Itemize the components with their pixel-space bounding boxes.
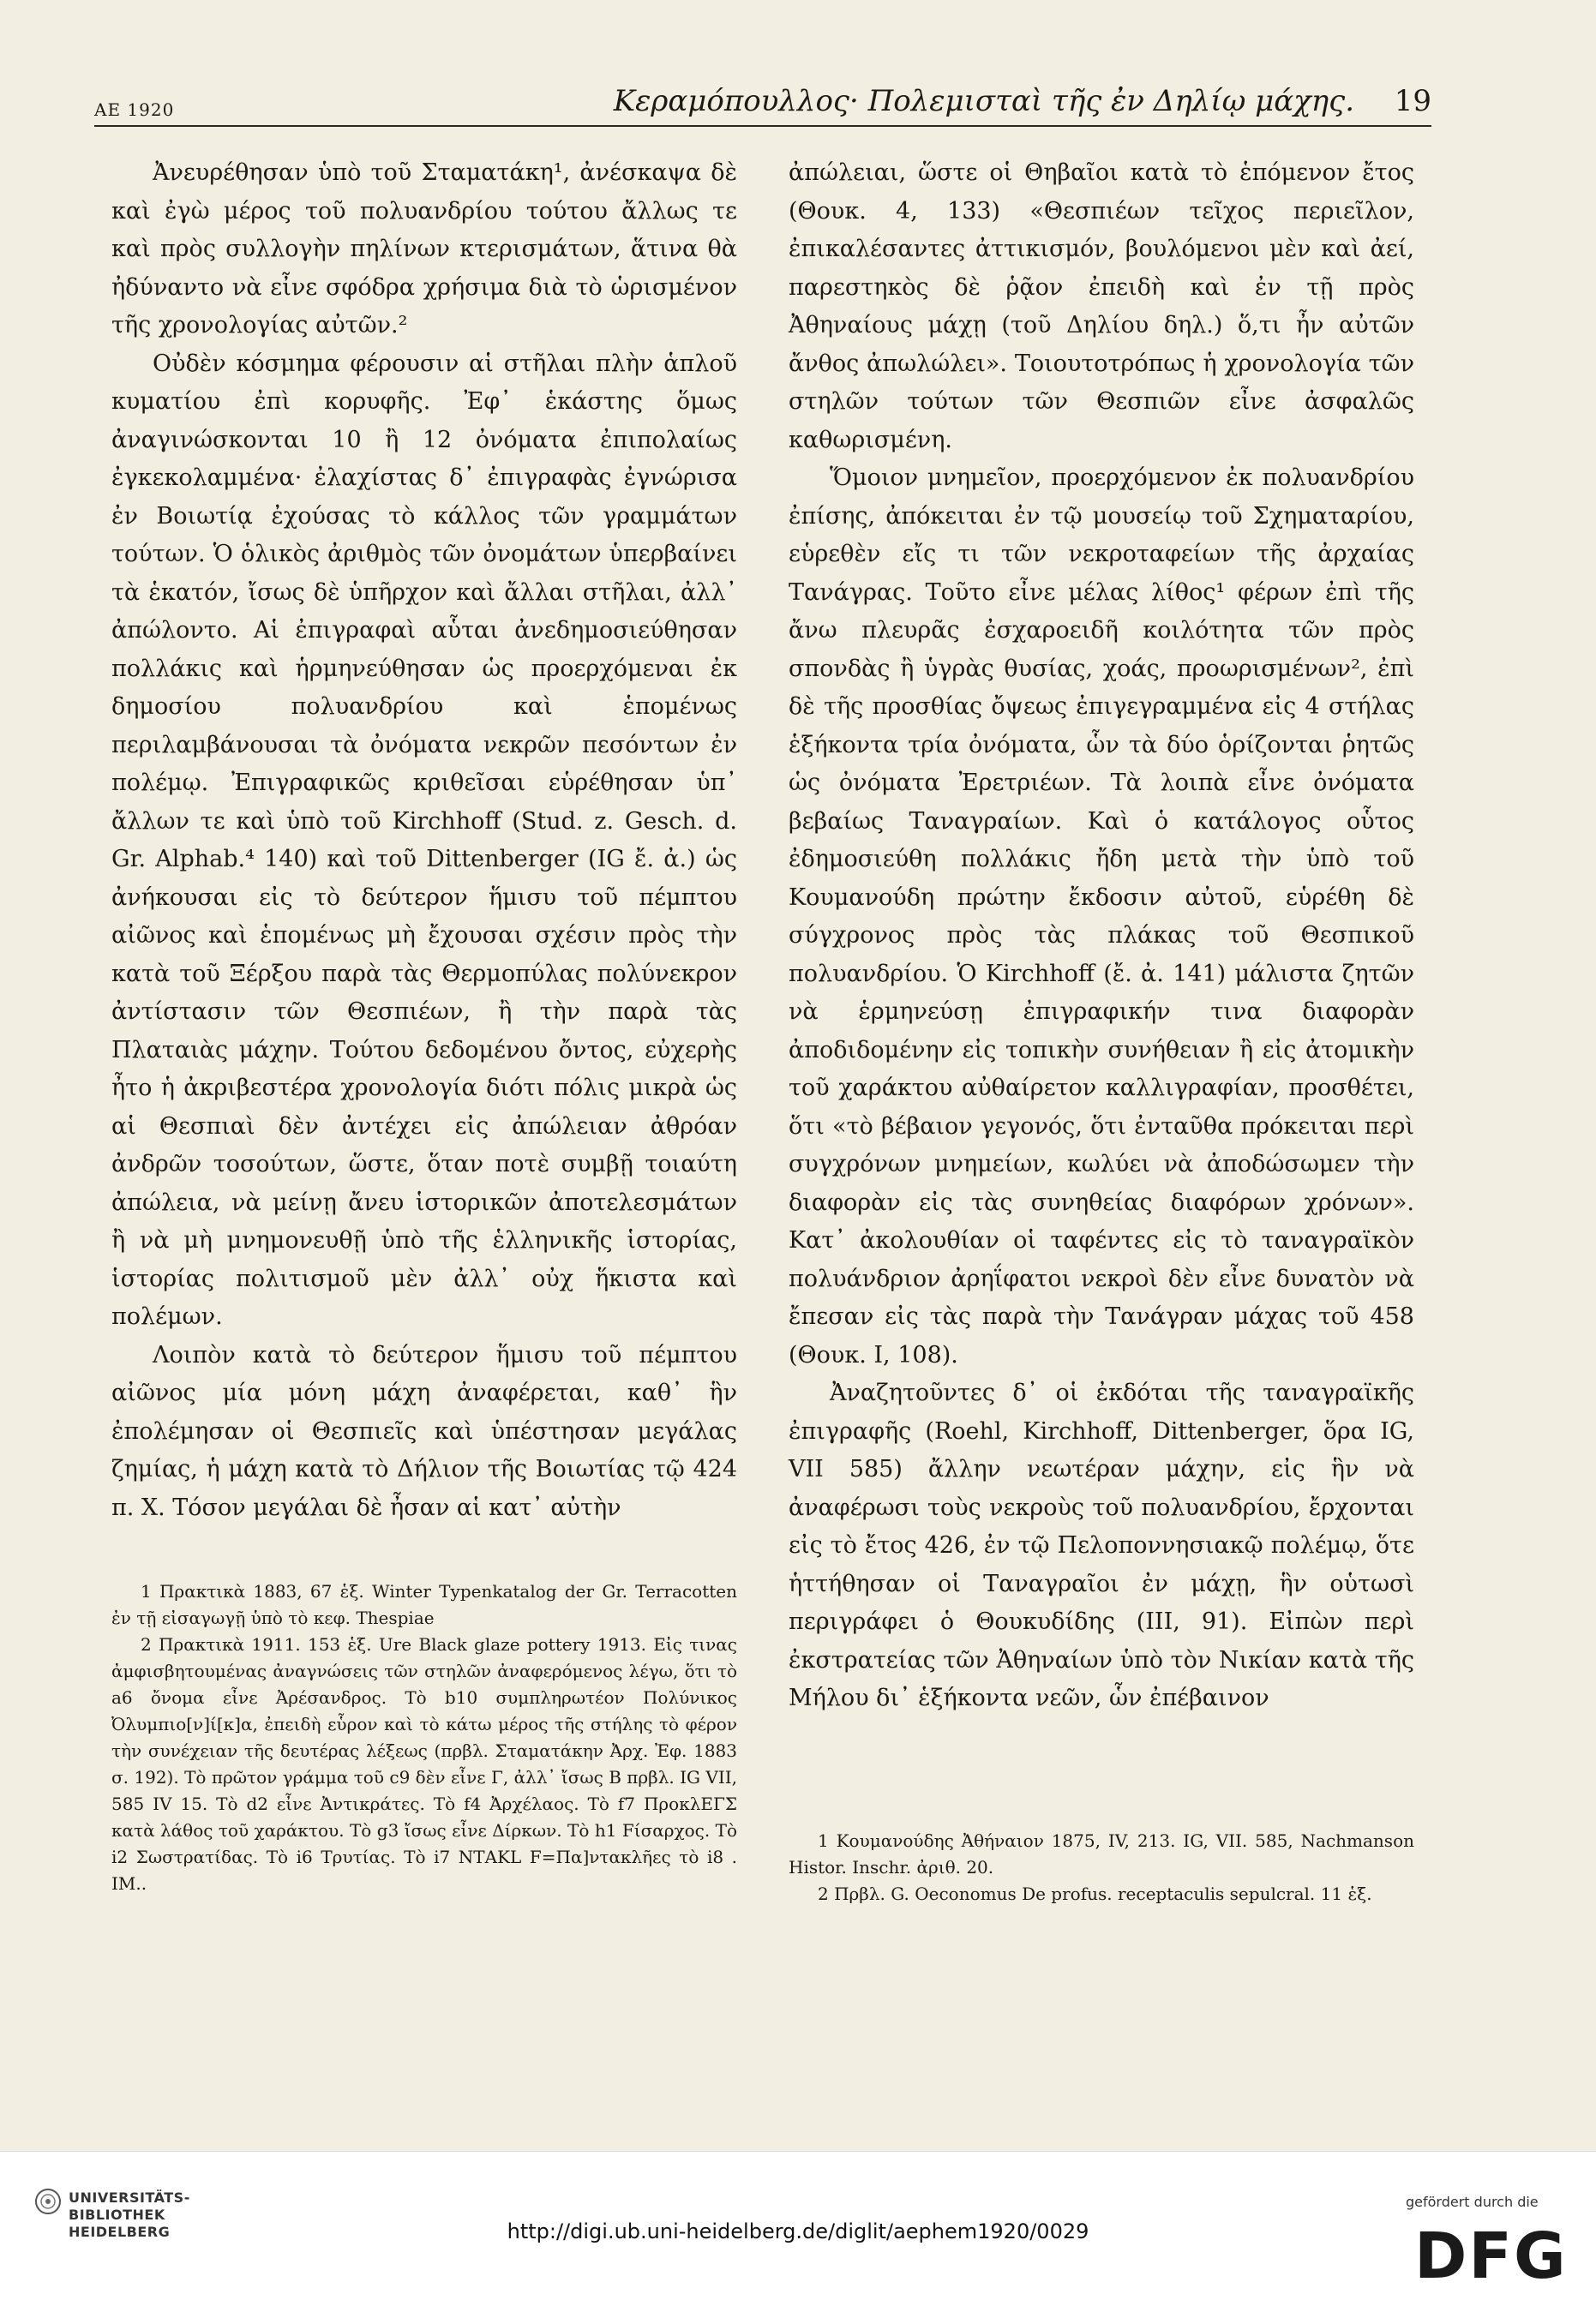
right-paragraph: Ἀναζητοῦντες δ᾽ οἱ ἐκδόται τῆς ταναγραϊκῆς ἐπιγραφῆς (Roehl, Kirchhoff, Dittenberger, ὅρα IG, VII 585) ἄλλην νεωτέραν μάχην, εἰς ἣν νὰ ἀναφέρωσι τοὺς νεκροὺς τοῦ πολυανδρίου, ἔρχονται εἰς τὸ ἔτος 426, ἐν τῷ Πελοποννησιακῷ πολέμῳ, ὅτε ἡττήθησαν οἱ Ταναγραῖοι ἐν μάχῃ, ἣν οὑτωσὶ περιγράφει ὁ Θουκυδίδης (III, 91). Εἰπὼν περὶ ἐκστρατείας τῶν Ἀθηναίων ὑπὸ τὸν Νικίαν κατὰ τῆς Μήλου δι᾽ ἑξήκοντα νεῶν, ὧν ἐπέβαινον: [789, 1380, 1414, 1711]
right-paragraph: ἀπώλειαι, ὥστε οἱ Θηβαῖοι κατὰ τὸ ἑπόμενον ἔτος (Θουκ. 4, 133) «Θεσπιέων τεῖχος περιεῖλον, ἐπικαλέσαντες ἀττικισμόν, βουλόμενοι μὲν καὶ ἀεί, παρεστηκὸς δὲ ῥᾷον ἐπειδὴ καὶ ἐν τῇ πρὸς Ἀθηναίους μάχῃ (τοῦ Δηλίου δηλ.) ὅ,τι ἦν αὐτῶν ἄνθος ἀπωλώλει». Τοιουτοτρόπως ἡ χρονολογία τῶν στηλῶν τούτων τῶν Θεσπιῶν εἶνε ἀσφαλῶς καθωρισμένη.: [789, 159, 1414, 453]
running-header: [94, 84, 1431, 122]
header-rule: [94, 125, 1431, 127]
left-paragraph: Λοιπὸν κατὰ τὸ δεύτερον ἥμισυ τοῦ πέμπτου αἰῶνος μία μόνη μάχη ἀναφέρεται, καθ᾽ ἣν ἐπολέμησαν οἱ Θεσπιεῖς καὶ ὑπέστησαν μεγάλας ζημίας, ἡ μάχη κατὰ τὸ Δήλιον τῆς Βοιωτίας τῷ 424 π. Χ. Τόσον μεγάλαι δὲ ἦσαν αἱ κατ᾽ αὐτὴν: [111, 1341, 737, 1521]
library-name-line3: HEIDELBERG: [69, 2224, 171, 2240]
running-title: Κεραμόπουλλος· Πολεμισταὶ τῆς ἐν Δηλίῳ μάχης.: [613, 84, 1354, 118]
library-name-line1: UNIVERSITÄTS-: [69, 2189, 190, 2206]
footnote: 1 Κουμανούδης Ἀθήναιον 1875, IV, 213. IG, VII. 585, Nachmanson Histor. Inschr. ἀριθ. 20.: [789, 1830, 1414, 1878]
footnote: 2 Πρβλ. G. Oeconomus De profus. receptaculis sepulcral. 11 ἑξ.: [818, 1884, 1372, 1904]
funded-by-text: gefördert durch die: [1406, 2194, 1539, 2210]
journal-label: ΑΕ 1920: [94, 99, 175, 120]
right-footnotes: [789, 1828, 1414, 1908]
left-paragraph: Ἀνευρέθησαν ὑπὸ τοῦ Σταματάκη¹, ἀνέσκαψα δὲ καὶ ἐγὼ μέρος τοῦ πολυανδρίου τούτου ἄλλως τε καὶ πρὸς συλλογὴν πηλίνων κτερισμάτων, ἅτινα θὰ ἠδύναντο νὰ εἶνε σφόδρα χρήσιμα διὰ τὸ ὡρισμένον τῆς χρονολογίας αὐτῶν.²: [111, 159, 737, 338]
footnote: 2 Πρακτικὰ 1911. 153 ἑξ. Ure Black glaze pottery 1913. Εἰς τινας ἀμφισβητουμένας ἀναγνώσεις τῶν στηλῶν ἀναφερόμενος λέγω, ὅτι τὸ a6 ὄνομα εἶνε Ἀρέσανδρος. Τὸ b10 συμπληρωτέον Πολύνικος Ὀλυμπιο[ν]ί[κ]α, ἐπειδὴ εὗρον καὶ τὸ κάτω μέρος τῆς στήλης τὸ φέρον τὴν συνέχειαν τῆς δευτέρας λέξεως (πρβλ. Σταματάκην Ἀρχ. Ἐφ. 1883 σ. 192). Τὸ πρῶτον γράμμα τοῦ c9 δὲν εἶνε Γ, ἀλλ᾽ ἴσως Β πρβλ. IG VII, 585 IV 15. Τὸ d2 εἶνε Ἀντικράτες. Τὸ f4 Ἀρχέλαος. Τὸ f7 ΠροκλΕΓΣ κατὰ λάθος τοῦ χαράκτου. Τὸ g3 ἴσως εἶνε Δίρκων. Τὸ h1 Fίσαρχος. Τὸ i2 Σωστρατίδας. Τὸ i6 Τρυτίας. Τὸ i7 ΝΤΑΚL F=Πα]ντακλῆες τὸ i8 . ΙΜ..: [111, 1634, 737, 1894]
page-number: 19: [1394, 84, 1431, 118]
right-column: [789, 154, 1414, 1718]
left-footnotes: [111, 1578, 737, 1897]
university-seal-icon: [34, 2188, 62, 2215]
permalink-url[interactable]: http://digi.ub.uni-heidelberg.de/diglit/aephem1920/0029: [507, 2219, 1089, 2243]
left-column: [111, 154, 737, 1527]
left-paragraph: Οὐδὲν κόσμημα φέρουσιν αἱ στῆλαι πλὴν ἁπλοῦ κυματίου ἐπὶ κορυφῆς. Ἐφ᾽ ἑκάστης ὅμως ἀναγινώσκονται 10 ἢ 12 ὀνόματα ἐπιπολαίως ἐγκεκολαμμένα· ἐλαχίστας δ᾽ ἐπιγραφὰς ἐγνώρισα ἐν Βοιωτίᾳ ἐχούσας τὸ κάλλος τῶν γραμμάτων τούτων. Ὁ ὁλικὸς ἀριθμὸς τῶν ὀνομάτων ὑπερβαίνει τὰ ἑκατόν, ἴσως δὲ ὑπῆρχον καὶ ἄλλαι στῆλαι, ἀλλ᾽ ἀπώλοντο. Αἱ ἐπιγραφαὶ αὗται ἀνεδημοσιεύθησαν πολλάκις καὶ ἡρμηνεύθησαν ὡς προερχόμεναι ἐκ δημοσίου πολυανδρίου καὶ ἑπομένως περιλαμβάνουσαι τὰ ὀνόματα νεκρῶν πεσόντων ἐν πολέμῳ. Ἐπιγραφικῶς κριθεῖσαι εὑρέθησαν ὑπ᾽ ἄλλων τε καὶ ὑπὸ τοῦ Kirchhoff (Stud. z. Gesch. d. Gr. Alphab.⁴ 140) καὶ τοῦ Dittenberger (IG ἔ. ἀ.) ὡς ἀνήκουσαι εἰς τὸ δεύτερον ἥμισυ τοῦ πέμπτου αἰῶνος καὶ ἑπομένως μὴ ἔχουσαι σχέσιν πρὸς τὴν κατὰ τοῦ Ξέρξου παρὰ τὰς Θερμοπύλας πολύνεκρον ἀντίστασιν τῶν Θεσπιέων, ἢ τὴν παρὰ τὰς Πλαταιὰς μάχην. Τούτου δεδομένου ὄντος, εὐχερὴς ἦτο ἡ ἀκριβεστέρα χρονολογία διότι πόλις μικρὰ ὡς αἱ Θεσπιαὶ δὲν ἀντέχει εἰς ἀπώλειαν ἀθρόαν ἀνδρῶν τοσούτων, ὥστε, ὅταν ποτὲ συμβῇ τοιαύτη ἀπώλεια, νὰ μείνῃ ἄνευ ἱστορικῶν ἀποτελεσμάτων ἢ νὰ μὴ μνημονευθῇ ὑπὸ τῆς ἑλληνικῆς ἱστορίας, ἱστορίας πολιτισμοῦ μὲν ἀλλ᾽ οὐχ ἥκιστα καὶ πολέμων.: [111, 350, 737, 1330]
dfg-logo: DFG: [1414, 2219, 1568, 2293]
library-name-line2: BIBLIOTHEK: [69, 2207, 165, 2223]
footnote: 1 Πρακτικὰ 1883, 67 ἑξ. Winter Typenkatalog der Gr. Terracotten ἐν τῇ εἰσαγωγῇ ὑπὸ τὸ κεφ. Thespiae: [111, 1581, 737, 1628]
right-paragraph: Ὅμοιον μνημεῖον, προερχόμενον ἐκ πολυανδρίου ἐπίσης, ἀπόκειται ἐν τῷ μουσείῳ τοῦ Σχηματαρίου, εὑρεθὲν εἴς τι τῶν νεκροταφείων τῆς ἀρχαίας Τανάγρας. Τοῦτο εἶνε μέλας λίθος¹ φέρων ἐπὶ τῆς ἄνω πλευρᾶς ἐσχαροειδῆ κοιλότητα τῶν πρὸς σπονδὰς ἢ ὑγρὰς θυσίας, χοάς, προωρισμένων², ἐπὶ δὲ τῆς προσθίας ὄψεως ἐπιγεγραμμένα εἰς 4 στήλας ἑξήκοντα τρία ὀνόματα, ὧν τὰ δύο ὁρίζονται ῥητῶς ὡς ὀνόματα Ἐρετριέων. Τὰ λοιπὰ εἶνε ὀνόματα βεβαίως Ταναγραίων. Καὶ ὁ κατάλογος οὗτος ἐδημοσιεύθη πολλάκις ἤδη μετὰ τὴν ὑπὸ τοῦ Κουμανούδη πρώτην ἔκδοσιν αὐτοῦ, εὑρέθη δὲ σύγχρονος πρὸς τὰς πλάκας τοῦ Θεσπικοῦ πολυανδρίου. Ὁ Kirchhoff (ἔ. ἀ. 141) μάλιστα ζητῶν νὰ ἑρμηνεύσῃ ἐπιγραφικήν τινα διαφορὰν ἀποδιδομένην εἰς τοπικὴν συνήθειαν ἢ εἰς ἀτομικὴν τοῦ χαράκτου αὐθαίρετον καλλιγραφίαν, προσθέτει, ὅτι «τὸ βέβαιον γεγονός, ὅτι ἐνταῦθα πρόκειται περὶ συγχρόνων μνημείων, κωλύει νὰ ἀποδώσωμεν τὴν διαφορὰν εἰς τὰς συνηθείας διαφόρων χρόνων». Κατ᾽ ἀκολουθίαν οἱ ταφέντες εἰς τὸ ταναγραϊκὸν πολυάνδριον ἀρηΐφατοι νεκροὶ δὲν εἶνε δυνατὸν νὰ ἔπεσαν εἰς τὰς παρὰ τὴν Τανάγραν μάχας τοῦ 458 (Θουκ. I, 108).: [789, 464, 1414, 1369]
